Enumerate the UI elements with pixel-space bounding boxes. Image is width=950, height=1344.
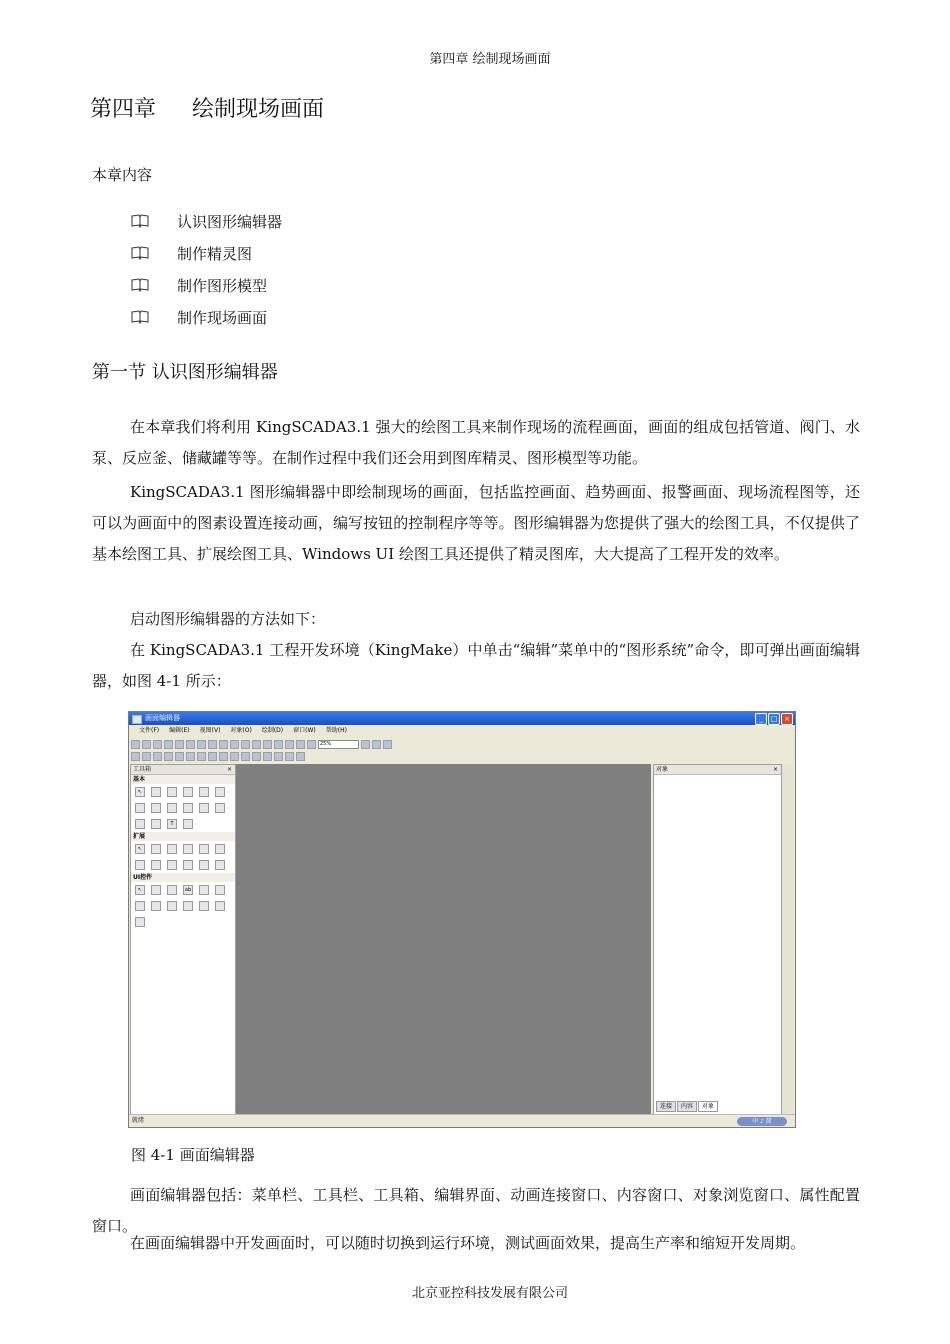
body-paragraph: 在画面编辑器中开发画面时，可以随时切换到运行环境，测试画面效果，提高生产率和缩短开发周期。 xyxy=(130,1234,806,1252)
ui-edit-icon[interactable] xyxy=(167,885,177,895)
editor-titlebar xyxy=(129,712,795,725)
tab-connection[interactable]: 连接 xyxy=(656,1101,676,1112)
contents-item xyxy=(130,301,282,333)
object-panel-tabs xyxy=(656,1101,718,1112)
menu-draw[interactable]: 绘制(D) xyxy=(261,727,284,734)
ui-scroll-icon[interactable] xyxy=(215,901,225,911)
link-icon[interactable] xyxy=(183,819,193,829)
object-panel-header xyxy=(654,765,781,775)
app-icon xyxy=(132,715,142,724)
tool-row xyxy=(131,898,235,914)
book-icon xyxy=(130,277,150,293)
ui-label-icon[interactable]: ab xyxy=(184,887,192,893)
meter-icon[interactable] xyxy=(135,860,145,870)
text-tool-icon[interactable]: T xyxy=(167,819,177,829)
editor-toolbar-layout xyxy=(131,751,793,761)
pointer-icon[interactable]: ↖ xyxy=(135,844,145,854)
editor-statusbar xyxy=(129,1114,795,1127)
ui-button-icon[interactable] xyxy=(151,885,161,895)
ime-toolbar[interactable]: 中 ♪ 简 xyxy=(737,1117,787,1126)
tab-object[interactable]: 对象 xyxy=(698,1101,718,1112)
minimize-icon[interactable]: _ xyxy=(755,713,767,725)
menu-help[interactable]: 帮助(H) xyxy=(325,727,347,734)
pointer-icon[interactable]: ↖ xyxy=(135,885,145,895)
editor-menubar xyxy=(129,726,795,736)
layer-icon[interactable] xyxy=(230,740,239,749)
contents-item-label: 制作精灵图 xyxy=(177,244,253,263)
media-icon[interactable] xyxy=(215,860,225,870)
front-icon[interactable] xyxy=(274,740,283,749)
contents-item xyxy=(130,269,282,301)
menu-window[interactable]: 窗口(W) xyxy=(293,727,316,734)
close-icon[interactable]: × xyxy=(226,766,232,773)
tab-content[interactable]: 内容 xyxy=(677,1101,697,1112)
undo-icon[interactable] xyxy=(197,740,206,749)
object-panel xyxy=(653,764,782,1115)
tool-row xyxy=(131,841,235,857)
back-icon[interactable] xyxy=(285,740,294,749)
ui-check-icon[interactable] xyxy=(151,901,161,911)
line-icon[interactable] xyxy=(151,787,161,797)
toolbox-header xyxy=(131,765,235,775)
zoom-out-icon[interactable] xyxy=(307,740,316,749)
ui-progress-icon[interactable] xyxy=(199,901,209,911)
menu-edit[interactable]: 编辑(E) xyxy=(169,727,190,734)
picture-icon[interactable] xyxy=(167,860,177,870)
ui-tree-icon[interactable] xyxy=(135,917,145,927)
body-paragraph: 在本章我们将利用 KingSCADA3.1 强大的绘图工具来制作现场的流程画面，画面的组成包括管道、阀门、水泵、反应釜、储藏罐等等。在制作过程中我们还会用到图库精灵、图形模型等功能。 xyxy=(92,418,860,467)
flip-icon[interactable] xyxy=(263,752,272,761)
button-icon[interactable] xyxy=(151,844,161,854)
status-text: 就绪 xyxy=(132,1117,145,1124)
curve-icon[interactable] xyxy=(183,787,193,797)
toolbox-group-basic[interactable]: 基本 xyxy=(131,775,235,784)
ellipse-icon[interactable] xyxy=(167,803,177,813)
body-paragraph: 在 KingSCADA3.1 工程开发环境（KingMake）中单击“编辑”菜单中的“图形系统”命令，即可弹出画面编辑器，如图 4-1 所示： xyxy=(92,641,860,690)
rectangle-icon[interactable] xyxy=(135,803,145,813)
align-right-icon[interactable] xyxy=(153,752,162,761)
same-width-icon[interactable] xyxy=(197,752,206,761)
page-footer: 北京亚控科技发展有限公司 xyxy=(411,1286,568,1301)
save-icon[interactable] xyxy=(153,740,162,749)
tool-row xyxy=(131,816,235,832)
bar-icon[interactable] xyxy=(151,860,161,870)
contents-item-label: 认识图形编辑器 xyxy=(177,212,283,231)
pie-icon[interactable] xyxy=(199,803,209,813)
copy-icon[interactable] xyxy=(175,740,184,749)
toolbox-group-ui[interactable]: UI控件 xyxy=(131,873,235,882)
toolbox-group-extended[interactable]: 扩展 xyxy=(131,832,235,841)
book-icon xyxy=(130,309,150,325)
editor-canvas[interactable] xyxy=(236,764,651,1115)
alarm-icon[interactable] xyxy=(183,844,193,854)
image-icon[interactable] xyxy=(215,844,225,854)
contents-item xyxy=(130,205,282,237)
section-title: 第一节 认识图形编辑器 xyxy=(92,362,278,383)
menu-file[interactable]: 文件(F) xyxy=(139,727,160,734)
v-spacing-icon[interactable] xyxy=(241,752,250,761)
panel-icon[interactable] xyxy=(183,860,193,870)
new-icon[interactable] xyxy=(131,740,140,749)
body-paragraph: KingSCADA3.1 图形编辑器中即绘制现场的画面，包括监控画面、趋势画面、报警画面、现场流程图等，还可以为画面中的图素设置连接动画，编写按钮的控制程序等等。图形编辑器为您提供了强大的绘图工具，不仅提供了基本绘图工具、扩展绘图工具、Windows UI 绘图工具还提供了精灵图库，大大提高了工程开发的效率。 xyxy=(92,483,860,563)
report-icon[interactable] xyxy=(199,844,209,854)
zoom-select[interactable]: 25% xyxy=(318,740,359,749)
group-icon[interactable] xyxy=(252,740,261,749)
shape-icon[interactable] xyxy=(151,819,161,829)
align-left-icon[interactable] xyxy=(131,752,140,761)
run-icon[interactable] xyxy=(361,740,370,749)
tool-row xyxy=(131,857,235,873)
chart-icon[interactable] xyxy=(199,860,209,870)
same-size-icon[interactable] xyxy=(219,752,228,761)
align-top-icon[interactable] xyxy=(164,752,173,761)
contents-label: 本章内容 xyxy=(92,166,153,184)
menu-view[interactable]: 视图(V) xyxy=(199,727,221,734)
rotate-icon[interactable] xyxy=(252,752,261,761)
ui-combo-icon[interactable] xyxy=(199,885,209,895)
property-sidebar[interactable] xyxy=(782,764,793,1115)
same-height-icon[interactable] xyxy=(208,752,217,761)
zoom-in-icon[interactable] xyxy=(296,740,305,749)
ui-list-icon[interactable] xyxy=(215,885,225,895)
pointer-icon[interactable]: ↖ xyxy=(135,787,145,797)
tool-row xyxy=(131,882,235,898)
tool-row xyxy=(131,800,235,816)
menu-object[interactable]: 对象(O) xyxy=(230,727,252,734)
polygon-icon[interactable] xyxy=(183,803,193,813)
redo-icon[interactable] xyxy=(208,740,217,749)
ui-slider-icon[interactable] xyxy=(167,901,177,911)
editor-toolbar-standard xyxy=(131,739,793,749)
pipe-icon[interactable] xyxy=(215,787,225,797)
contents-item xyxy=(130,237,282,269)
paste-icon[interactable] xyxy=(186,740,195,749)
help-icon[interactable] xyxy=(383,740,392,749)
chord-icon[interactable] xyxy=(215,803,225,813)
align-middle-icon[interactable] xyxy=(175,752,184,761)
ui-spin-icon[interactable] xyxy=(183,901,193,911)
editor-screenshot xyxy=(128,711,796,1128)
trend-icon[interactable] xyxy=(167,844,177,854)
ungroup-icon[interactable] xyxy=(263,740,272,749)
align-bottom-icon[interactable] xyxy=(186,752,195,761)
close-icon[interactable]: × xyxy=(772,766,778,773)
grid-icon[interactable] xyxy=(219,740,228,749)
maximize-icon[interactable]: □ xyxy=(768,713,780,725)
font-icon[interactable] xyxy=(296,752,305,761)
object-panel-title: 对象 xyxy=(656,766,669,773)
close-icon[interactable]: × xyxy=(781,713,793,725)
contents-list xyxy=(130,205,282,333)
open-icon[interactable] xyxy=(142,740,151,749)
figure-caption: 图 4-1 画面编辑器 xyxy=(131,1146,255,1164)
book-icon xyxy=(130,213,150,229)
chapter-title xyxy=(90,92,324,123)
contents-item-label: 制作现场画面 xyxy=(177,308,268,327)
align-center-icon[interactable] xyxy=(142,752,151,761)
body-paragraph: 画面编辑器包括：菜单栏、工具栏、工具箱、编辑界面、动画连接窗口、内容窗口、对象浏览窗口、属性配置窗口。 xyxy=(92,1186,860,1235)
running-header: 第四章 绘制现场画面 xyxy=(429,52,551,67)
arc-icon[interactable] xyxy=(167,787,177,797)
body-paragraph: 启动图形编辑器的方法如下： xyxy=(130,610,326,628)
polyline-icon[interactable] xyxy=(199,787,209,797)
h-spacing-icon[interactable] xyxy=(230,752,239,761)
circle-icon[interactable] xyxy=(135,819,145,829)
ui-radio-icon[interactable] xyxy=(135,901,145,911)
toolbox-panel xyxy=(130,764,236,1115)
chapter-name: 绘制现场画面 xyxy=(192,97,325,122)
print-icon[interactable] xyxy=(372,740,381,749)
chapter-number: 第四章 xyxy=(90,97,157,122)
toolbox-title: 工具箱 xyxy=(133,766,152,773)
tool-row xyxy=(131,914,235,930)
round-rect-icon[interactable] xyxy=(151,803,161,813)
tool-row xyxy=(131,784,235,800)
lock-icon[interactable] xyxy=(274,752,283,761)
contents-item-label: 制作图形模型 xyxy=(177,276,268,295)
cut-icon[interactable] xyxy=(164,740,173,749)
book-icon xyxy=(130,245,150,261)
window-controls xyxy=(755,713,793,725)
editor-window-title: 画面编辑器 xyxy=(145,714,180,722)
align-icon[interactable] xyxy=(241,740,250,749)
text-icon[interactable] xyxy=(285,752,294,761)
